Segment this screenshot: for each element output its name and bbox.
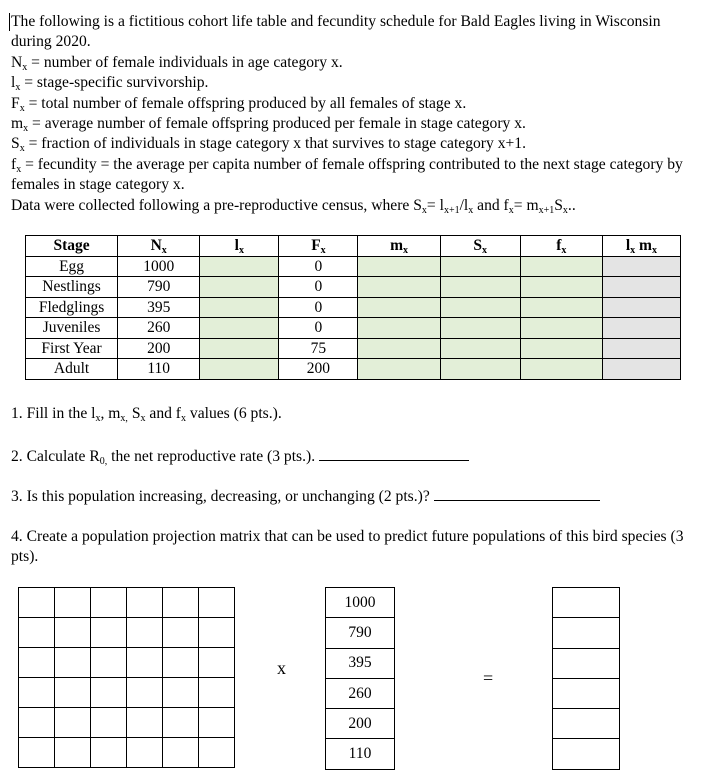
- matrix-cell[interactable]: [55, 708, 91, 738]
- table-cell: 790: [118, 277, 200, 298]
- vector-cell: 1000: [326, 588, 395, 618]
- answer-cell[interactable]: [200, 256, 279, 277]
- answer-cell[interactable]: [440, 359, 520, 380]
- table-cell: Fledglings: [26, 297, 118, 318]
- answer-cell[interactable]: [358, 297, 440, 318]
- answer-cell[interactable]: [358, 277, 440, 298]
- matrix-cell[interactable]: [163, 738, 199, 768]
- vector-cell: 790: [326, 618, 395, 648]
- intro-line: The following is a fictitious cohort life table and fecundity schedule for Bald Eagles living in Wisconsin during 2020.: [11, 13, 661, 51]
- matrix-cell[interactable]: [163, 678, 199, 708]
- answer-cell[interactable]: [358, 318, 440, 339]
- column-header: $S_x$: [440, 236, 520, 257]
- answer-cell[interactable]: [440, 297, 520, 318]
- answer-cell[interactable]: [602, 256, 680, 277]
- matrix-cell[interactable]: [19, 738, 55, 768]
- table-header-row: [26, 236, 681, 257]
- answer-cell[interactable]: [200, 297, 279, 318]
- answer-cell[interactable]: [602, 318, 680, 339]
- table-cell: 0: [279, 256, 358, 277]
- table-row: [26, 256, 681, 277]
- matrix-cell[interactable]: [199, 618, 235, 648]
- definition-item: $N_x$ = number of female individuals in age category x.: [11, 53, 343, 73]
- table-row: [26, 277, 681, 298]
- matrix-cell[interactable]: [19, 618, 55, 648]
- table-cell: 0: [279, 297, 358, 318]
- answer-cell[interactable]: [200, 318, 279, 339]
- matrix-cell[interactable]: [199, 648, 235, 678]
- multiply-sign: x: [277, 658, 286, 678]
- answer-cell[interactable]: [200, 338, 279, 359]
- question-3: 3. Is this population increasing, decreasing, or unchanging (2 pts.)?: [11, 486, 600, 507]
- table-cell: 200: [279, 359, 358, 380]
- answer-cell[interactable]: [520, 359, 602, 380]
- matrix-cell[interactable]: [55, 588, 91, 618]
- matrix-cell[interactable]: [19, 708, 55, 738]
- column-header: $l_x$ $m_x$: [602, 236, 680, 257]
- column-header: $f_x$: [520, 236, 602, 257]
- matrix-cell[interactable]: [55, 738, 91, 768]
- vector-cell: 110: [326, 739, 395, 769]
- matrix-cell[interactable]: [91, 588, 127, 618]
- matrix-cell[interactable]: [163, 588, 199, 618]
- column-header: $F_x$: [279, 236, 358, 257]
- table-cell: 75: [279, 338, 358, 359]
- answer-cell[interactable]: [520, 256, 602, 277]
- table-cell: 395: [118, 297, 200, 318]
- answer-cell[interactable]: [602, 359, 680, 380]
- column-header: $m_x$: [358, 236, 440, 257]
- matrix-cell[interactable]: [55, 648, 91, 678]
- definition-item: $S_x$ = fraction of individuals in stage category x that survives to stage category x+1.: [11, 135, 526, 155]
- life-table: [25, 235, 681, 380]
- matrix-cell[interactable]: [19, 648, 55, 678]
- answer-cell[interactable]: [520, 277, 602, 298]
- matrix-cell[interactable]: [91, 708, 127, 738]
- equals-sign: =: [483, 668, 494, 688]
- table-body: [26, 256, 681, 379]
- matrix-cell[interactable]: [55, 678, 91, 708]
- answer-cell[interactable]: [520, 318, 602, 339]
- answer-cell[interactable]: [358, 256, 440, 277]
- population-vector: [325, 587, 395, 770]
- table-cell: Egg: [26, 256, 118, 277]
- matrix-cell[interactable]: [199, 738, 235, 768]
- matrix-cell[interactable]: [91, 738, 127, 768]
- intro-text: [11, 12, 701, 216]
- result-cell[interactable]: [553, 739, 620, 769]
- answer-cell[interactable]: [358, 359, 440, 380]
- answer-cell[interactable]: [200, 359, 279, 380]
- result-cell[interactable]: [553, 709, 620, 739]
- matrix-cell[interactable]: [127, 618, 163, 648]
- question-1: 1. Fill in the $l_x$, $m_{x,}$ $S_x$ and $f_x$ values (6 pts.).: [11, 405, 282, 424]
- vector-cell: 395: [326, 648, 395, 678]
- table-row: [26, 359, 681, 380]
- projection-matrix-grid: [18, 587, 235, 768]
- definition-item: $m_x$ = average number of female offspring produced per female in stage category x.: [11, 115, 526, 135]
- definitions-list: [11, 53, 701, 196]
- answer-cell[interactable]: [602, 297, 680, 318]
- table-cell: Nestlings: [26, 277, 118, 298]
- definition-item: $l_x$ = stage-specific survivorship.: [11, 74, 209, 94]
- table-cell: Juveniles: [26, 318, 118, 339]
- table-row: [26, 338, 681, 359]
- matrix-cell[interactable]: [163, 648, 199, 678]
- answer-cell[interactable]: [358, 338, 440, 359]
- result-cell[interactable]: [553, 618, 620, 648]
- matrix-cell[interactable]: [127, 648, 163, 678]
- column-header: Stage: [26, 236, 118, 257]
- matrix-cell[interactable]: [55, 618, 91, 648]
- matrix-cell[interactable]: [91, 678, 127, 708]
- result-cell[interactable]: [553, 678, 620, 708]
- answer-cell[interactable]: [440, 256, 520, 277]
- answer-blank-r0[interactable]: [319, 446, 469, 461]
- table-row: [26, 297, 681, 318]
- table-cell: 200: [118, 338, 200, 359]
- matrix-cell[interactable]: [163, 708, 199, 738]
- vector-cell: 200: [326, 709, 395, 739]
- result-vector: [552, 587, 620, 770]
- vector-cell: 260: [326, 678, 395, 708]
- matrix-cell[interactable]: [127, 588, 163, 618]
- definition-item: $f_x$ = fecundity = the average per capita number of female offspring contributed to the next stage category by females in stage category x.: [11, 155, 683, 194]
- answer-cell[interactable]: [520, 338, 602, 359]
- matrix-cell[interactable]: [127, 678, 163, 708]
- matrix-cell[interactable]: [91, 618, 127, 648]
- answer-cell[interactable]: [520, 297, 602, 318]
- matrix-cell[interactable]: [163, 618, 199, 648]
- table-cell: 260: [118, 318, 200, 339]
- question-4: 4. Create a population projection matrix that can be used to predict future populations of this bird species (3 pts).: [11, 528, 684, 566]
- result-cell[interactable]: [553, 648, 620, 678]
- answer-blank-trend[interactable]: [434, 486, 600, 501]
- matrix-cell[interactable]: [91, 648, 127, 678]
- column-header: $N_x$: [118, 236, 200, 257]
- table-row: [26, 318, 681, 339]
- answer-cell[interactable]: [602, 277, 680, 298]
- table-cell: 1000: [118, 256, 200, 277]
- definition-item: $F_x$ = total number of female offspring produced by all females of stage x.: [11, 94, 467, 114]
- census-line: Data were collected following a pre-reproductive census, where $S_x= l_{x+1}/l_x$ and $f_x= m_{x+1}S_x$..: [11, 196, 576, 216]
- answer-cell[interactable]: [200, 277, 279, 298]
- result-cell[interactable]: [553, 588, 620, 618]
- matrix-cell[interactable]: [19, 678, 55, 708]
- answer-cell[interactable]: [440, 318, 520, 339]
- table-cell: First Year: [26, 338, 118, 359]
- answer-cell[interactable]: [440, 277, 520, 298]
- matrix-cell[interactable]: [199, 588, 235, 618]
- matrix-cell[interactable]: [199, 678, 235, 708]
- question-2: 2. Calculate $R_{0,}$ the net reproductive rate (3 pts.).: [11, 446, 469, 467]
- matrix-cell[interactable]: [127, 708, 163, 738]
- column-header: $l_x$: [200, 236, 279, 257]
- matrix-cell[interactable]: [199, 708, 235, 738]
- table-cell: 0: [279, 277, 358, 298]
- matrix-cell[interactable]: [19, 588, 55, 618]
- answer-cell[interactable]: [602, 338, 680, 359]
- text-cursor: [9, 13, 10, 31]
- table-cell: 0: [279, 318, 358, 339]
- table-cell: Adult: [26, 359, 118, 380]
- answer-cell[interactable]: [440, 338, 520, 359]
- table-cell: 110: [118, 359, 200, 380]
- matrix-cell[interactable]: [127, 738, 163, 768]
